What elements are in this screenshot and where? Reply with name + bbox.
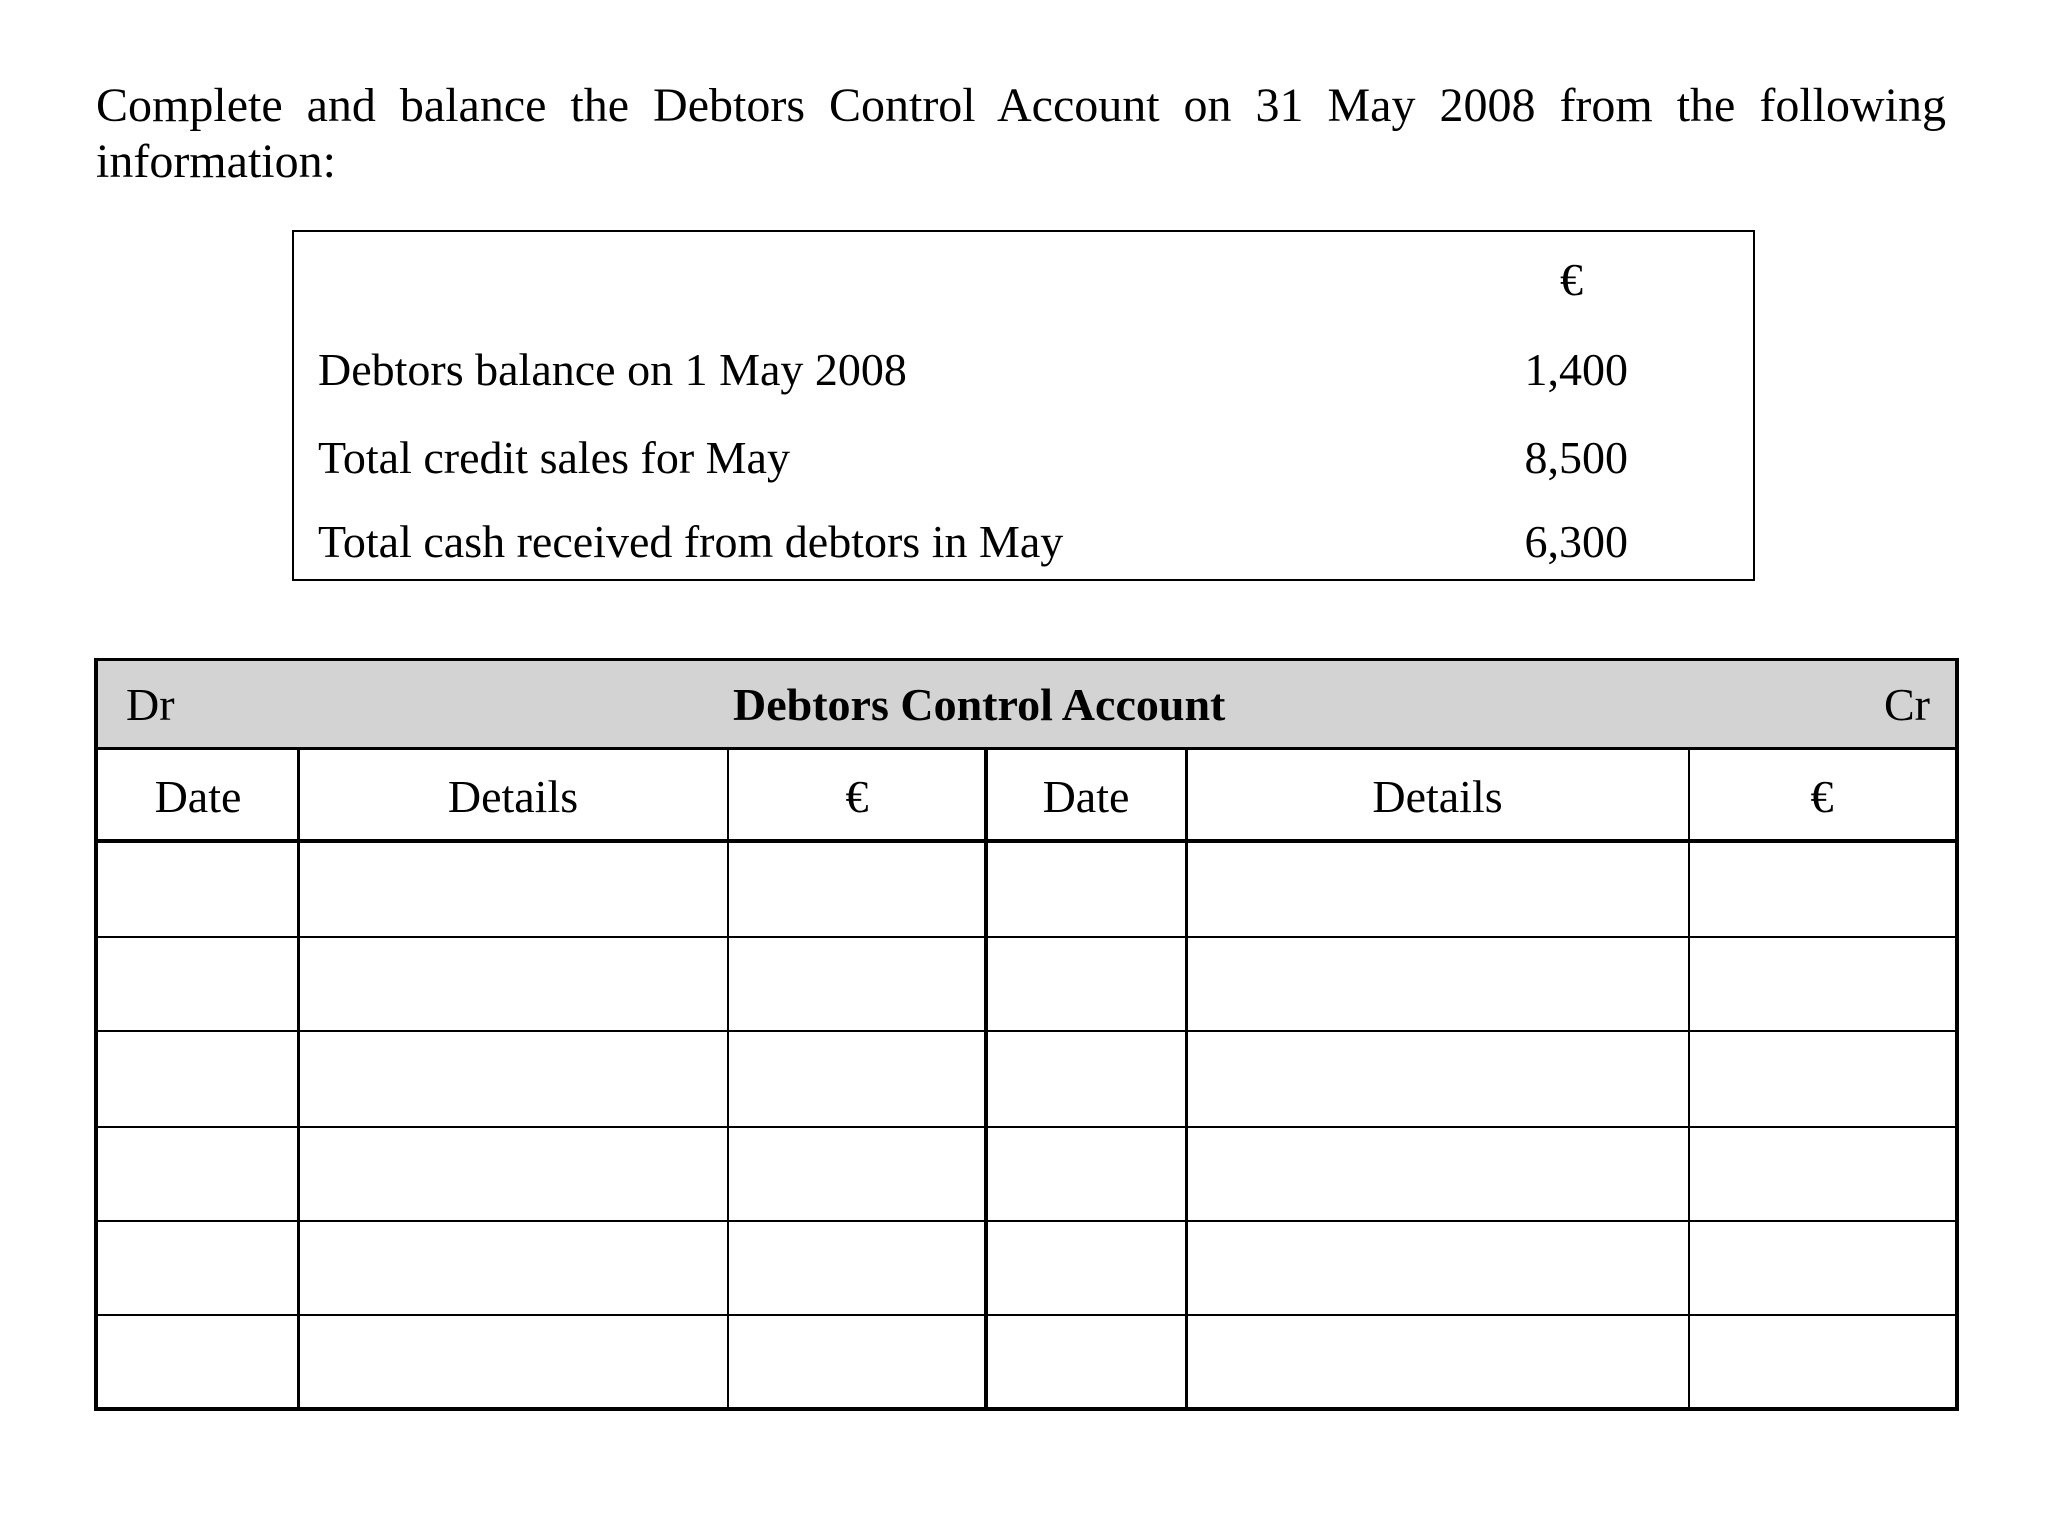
col-head-dr-details: Details [447, 771, 579, 822]
row-line [98, 1314, 1955, 1316]
column-headers [98, 750, 1955, 843]
grid-line [984, 750, 988, 1407]
info-row-label: Debtors balance on 1 May 2008 [318, 344, 907, 395]
info-row-label: Total credit sales for May [318, 432, 790, 483]
credit-label: Cr [1884, 679, 1930, 730]
info-row-amount: 6,300 [1524, 516, 1628, 567]
col-head-cr-date: Date [1042, 771, 1130, 822]
info-currency-heading: € [1560, 254, 1583, 305]
col-head-dr-date: Date [154, 771, 242, 822]
ledger-title: Debtors Control Account [733, 679, 1226, 730]
grid-line [1185, 750, 1188, 1407]
instruction-text: Complete and balance the Debtors Control Account on 31 May 2008 from the following information: [96, 79, 1946, 188]
col-head-cr-amount: € [1810, 771, 1834, 822]
grid-line [727, 750, 729, 1407]
row-line [98, 1030, 1955, 1032]
debit-label: Dr [126, 679, 175, 730]
row-line [98, 936, 1955, 938]
row-line [98, 1126, 1955, 1128]
row-line [98, 1220, 1955, 1222]
grid-line [1688, 750, 1690, 1407]
info-row-amount: 8,500 [1524, 432, 1628, 483]
info-row-amount: 1,400 [1524, 344, 1628, 395]
col-head-dr-amount: € [845, 771, 869, 822]
col-head-cr-details: Details [1372, 771, 1503, 822]
info-row-label: Total cash received from debtors in May [318, 516, 1064, 567]
grid-line [297, 750, 300, 1407]
debtors-control-account-table [94, 658, 1959, 1411]
ledger-header [98, 661, 1955, 750]
